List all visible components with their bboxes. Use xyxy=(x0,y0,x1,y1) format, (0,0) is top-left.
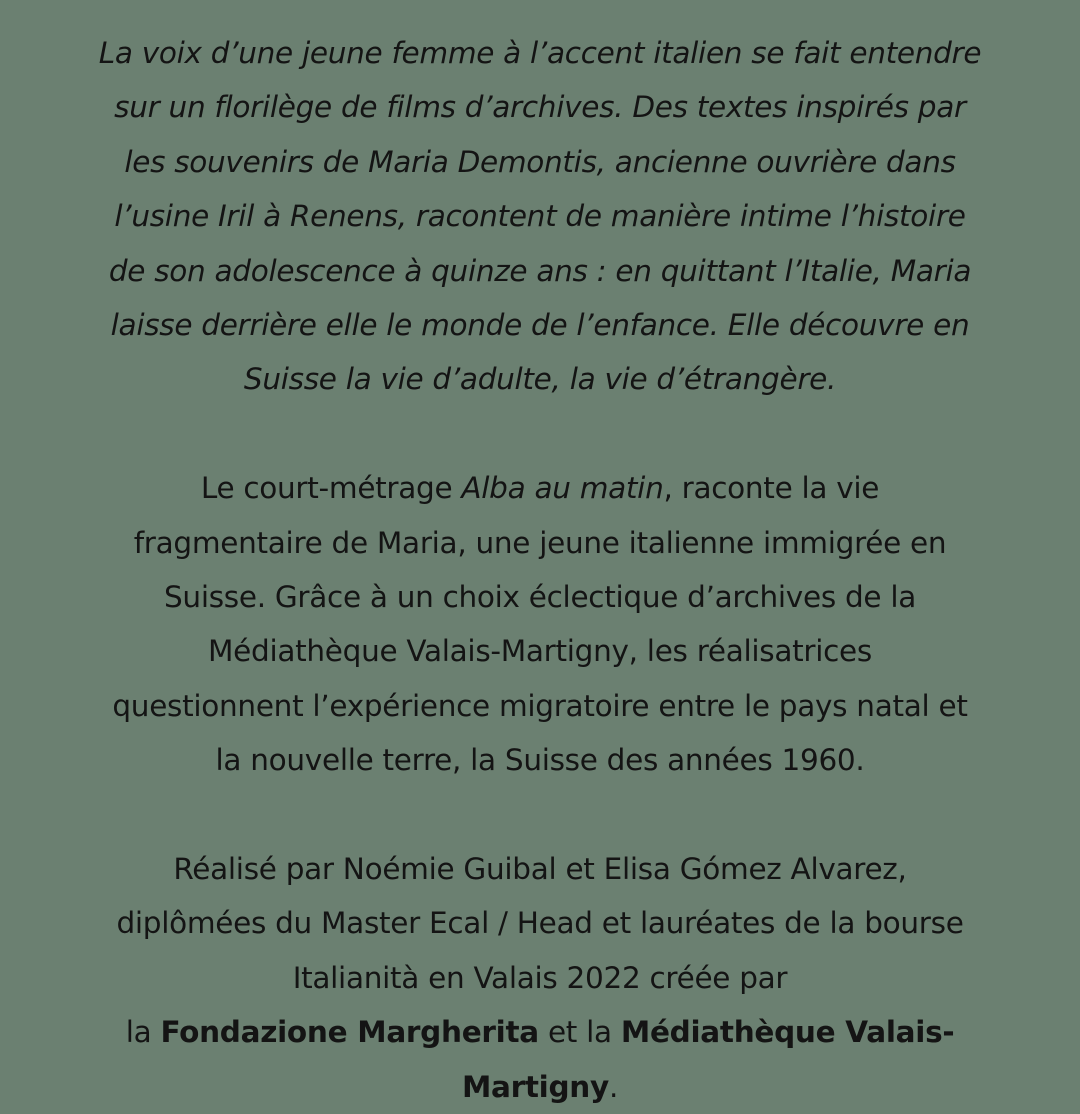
synopsis-line: la nouvelle terre, la Suisse des années 1960. xyxy=(215,743,865,778)
credits-paragraph xyxy=(20,842,1060,1114)
credits-line xyxy=(20,1005,1060,1059)
intro-line: La voix d’une jeune femme à l’accent italien se fait entendre xyxy=(98,36,982,70)
paragraph-gap xyxy=(20,788,1060,842)
synopsis-paragraph xyxy=(20,461,1060,787)
org-fondazione-margherita: Fondazione Margherita xyxy=(160,1015,539,1050)
synopsis-prefix: Le court-métrage xyxy=(200,471,462,506)
synopsis-line: questionnent l’expérience migratoire entre le pays natal et xyxy=(112,688,968,723)
intro-line: les souvenirs de Maria Demontis, ancienne ouvrière dans xyxy=(124,144,956,179)
paragraph-gap xyxy=(20,407,1060,461)
synopsis-line: fragmentaire de Maria, une jeune italienne immigrée en xyxy=(133,525,947,560)
intro-line: Suisse la vie d’adulte, la vie d’étrangère. xyxy=(243,362,837,397)
intro-paragraph xyxy=(20,26,1060,407)
intro-line: sur un florilège de films d’archives. Des textes inspirés par xyxy=(114,90,966,125)
org-mediatheque-part1: Médiathèque Valais- xyxy=(620,1015,955,1050)
credits-line xyxy=(20,1060,1060,1114)
synopsis-line: Médiathèque Valais-Martigny, les réalisatrices xyxy=(208,634,872,669)
final-period: . xyxy=(608,1069,619,1104)
intro-line: l’usine Iril à Renens, racontent de manière intime l’histoire xyxy=(114,199,966,234)
org-mediatheque-part2: Martigny xyxy=(461,1069,609,1104)
synopsis-line: Suisse. Grâce à un choix éclectique d’archives de la xyxy=(164,580,916,615)
synopsis-suffix: , raconte la vie xyxy=(663,471,880,506)
credits-mid: et la xyxy=(538,1015,621,1050)
film-title: Alba au matin xyxy=(461,471,664,506)
intro-line: laisse derrière elle le monde de l’enfance. Elle découvre en xyxy=(110,308,970,343)
intro-line: de son adolescence à quinze ans : en quittant l’Italie, Maria xyxy=(108,253,972,288)
credits-line: Italianità en Valais 2022 créée par xyxy=(292,960,788,995)
credits-prefix: la xyxy=(125,1015,161,1050)
credits-line: Réalisé par Noémie Guibal et Elisa Gómez Alvarez, xyxy=(173,852,907,887)
synopsis-line xyxy=(20,461,1060,515)
credits-line: diplômées du Master Ecal / Head et lauréates de la bourse xyxy=(116,906,964,941)
